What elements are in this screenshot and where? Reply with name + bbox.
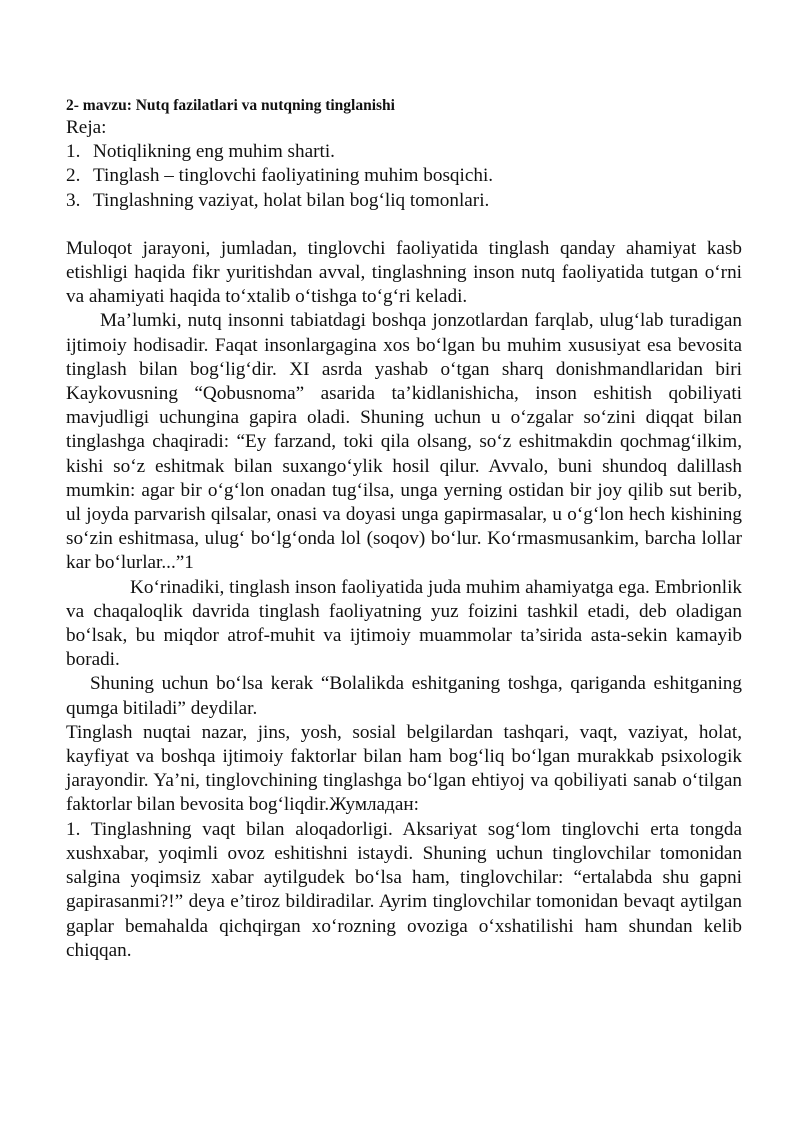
plan-list (66, 140, 742, 213)
body-paragraph: 1. Tinglashning vaqt bilan aloqadorligi. Aksariyat sog‘lom tinglovchi erta tongda xushxabar, yoqimli ovoz eshitishni istaydi. Shuning uchun tinglovchilar tomonidan salgina yoqimsiz xabar aytilgudek bo‘lsa ham, tinglovchilar: “ertalabda shu gapni gapirasanmi?!” deya e’tiroz bildiradilar. Ayrim tinglovchilar tomonidan bevaqt aytilgan gaplar bemahalda qichqirgan xo‘rozning ovoziga o‘xshatilishi ham shundan kelib chiqqan. (66, 818, 742, 961)
body-paragraph: Ko‘rinadiki, tinglash inson faoliyatida juda muhim ahamiyatga ega. Embrionlik va chaqaloqlik davrida tinglash faoliyatning yuz foizini tashkil etadi, deb oladigan bo‘lsak, bu miqdor atrof-muhit va ijtimoiy muammolar ta’sirida asta-sekin kamayib boradi. (66, 576, 742, 671)
plan-item (66, 140, 742, 164)
plan-item-number: 1. (66, 141, 81, 163)
plan-item-number: 2. (66, 165, 81, 187)
plan-item-text: Notiqlikning eng muhim sharti. (93, 141, 335, 163)
spacer (66, 213, 742, 237)
document-page (66, 96, 742, 963)
document-title: 2- mavzu: Nutq fazilatlari va nutqning tinglanishi (66, 97, 395, 114)
body-paragraph: Shuning uchun bo‘lsa kerak “Bolalikda eshitganing toshga, qariganda eshitganing qumga bitiladi” deydilar. (66, 673, 742, 719)
body-paragraph: Muloqot jarayoni, jumladan, tinglovchi faoliyatida tinglash qanday ahamiyat kasb etishligi haqida fikr yuritishdan avval, tinglashning inson nutq faoliyatida tutgan o‘rni va ahamiyati haqida to‘xtalib o‘tishga to‘g‘ri keladi. (66, 237, 742, 308)
body-paragraph: Tinglash nuqtai nazar, jins, yosh, sosial belgilardan tashqari, vaqt, vaziyat, holat, kayfiyat va boshqa ijtimoiy faktorlar bilan ham bog‘liq bo‘lgan murakkab psixologik jarayondir. Ya’ni, tinglovchining tinglashga bo‘lgan ehtiyoj va qobiliyati sanab o‘tilgan faktorlar bilan bevosita bog‘liqdir.Жумладан: (66, 721, 742, 816)
plan-heading: Reja: (66, 117, 107, 138)
plan-item (66, 164, 742, 188)
plan-item-text: Tinglashning vaziyat, holat bilan bog‘liq tomonlari. (93, 189, 490, 211)
plan-item-number: 3. (66, 189, 81, 211)
body-paragraph: Ma’lumki, nutq insonni tabiatdagi boshqa jonzotlardan farqlab, ulug‘lab turadigan ijtimoiy hodisadir. Faqat insonlargagina xos bo‘lgan bu muhim xususiyat esa bevosita tinglash bilan bog‘lig‘dir. XI asrda yashab o‘tgan sharq donishmandlaridan biri Kaykovusning “Qobusnoma” asarida ta’kidlanishicha, inson eshitish qobiliyati mavjudligi uchungina gapira oladi. Shuning uchun u o‘zgalar so‘zini diqqat bilan tinglashga chaqiradi: “Ey farzand, toki qila olsang, so‘z eshitmakdin qochmag‘ilkim, kishi so‘z eshitmak bilan suxango‘ylik hosil qilur. Avvalo, buni shundoq dalillash mumkin: agar bir o‘g‘lon onadan tug‘ilsa, unga yerning ostidan bir joy qilib sut berib, ul joyda parvarish qilsalar, onasi va doyasi unga gapirmasalar, u o‘g‘lon hech kishining so‘zin eshitmasa, ulug‘ bo‘lg‘onda lol (soqov) bo‘lur. Ko‘rmasmusankim, barcha lollar kar bo‘lurlar...”1 (66, 310, 742, 574)
plan-item (66, 189, 742, 213)
plan-item-text: Tinglash – tinglovchi faoliyatining muhim bosqichi. (93, 165, 494, 187)
